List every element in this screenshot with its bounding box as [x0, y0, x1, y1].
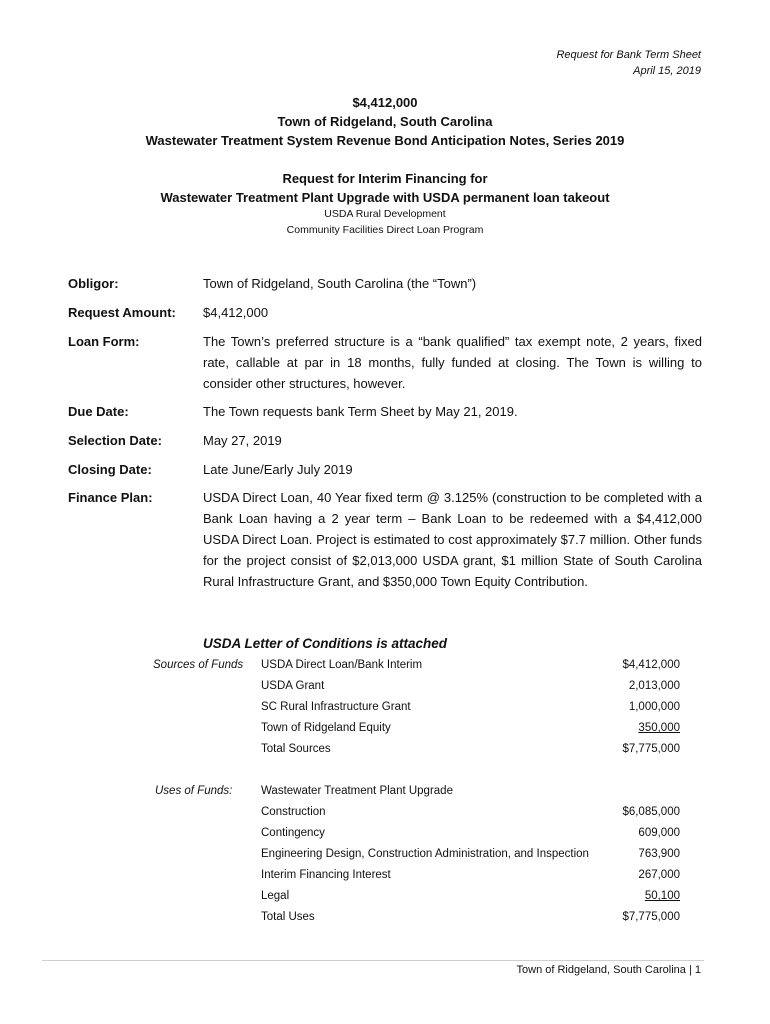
letter-of-conditions-title: USDA Letter of Conditions is attached [203, 636, 448, 651]
request-amount-value: $4,412,000 [203, 305, 269, 320]
obligor-label: Obligor: [68, 276, 119, 291]
use-total-amount: $7,775,000 [622, 911, 680, 923]
use-row-label: Contingency [261, 827, 325, 839]
use-row-amount: 609,000 [638, 827, 680, 839]
title-amount: $4,412,000 [352, 95, 418, 110]
closing-date-label: Closing Date: [68, 462, 152, 477]
source-total-label: Total Sources [261, 743, 331, 755]
footer-divider [42, 960, 704, 961]
source-row-amount: 2,013,000 [628, 680, 680, 692]
source-row-label: Town of Ridgeland Equity [261, 722, 391, 734]
source-row-amount: 350,000 [638, 722, 680, 734]
selection-date-value: May 27, 2019 [203, 433, 282, 448]
request-amount-label: Request Amount: [68, 305, 176, 320]
loan-form-label: Loan Form: [68, 334, 140, 349]
program-line-1: USDA Rural Development [324, 208, 446, 220]
selection-date-label: Selection Date: [68, 433, 162, 448]
request-line-1: Request for Interim Financing for [282, 171, 488, 186]
use-row-label: Construction [261, 806, 326, 818]
title-series: Wastewater Treatment System Revenue Bond Anticipation Notes, Series 2019 [145, 133, 625, 148]
footer-page-number: Town of Ridgeland, South Carolina | 1 [516, 964, 701, 976]
header-doc-type: Request for Bank Term Sheet [556, 49, 701, 61]
due-date-value: The Town requests bank Term Sheet by May 21, 2019. [203, 404, 518, 419]
use-row-amount: $6,085,000 [622, 806, 680, 818]
finance-plan-value: USDA Direct Loan, 40 Year fixed term @ 3.125% (construction to be completed with a Bank Loan having a 2 year term – Bank Loan to be redeemed with a $4,412,000 USDA Direct Loan. Project is estimated to cost approximately $7.7 million. Other funds for the project consist of $2,013,000 USDA grant, $1 million State of South Carolina Rural Infrastructure Grant, and $350,000 Town Equity Contribution. [203, 490, 702, 589]
use-row-label: Engineering Design, Construction Administration, and Inspection [261, 848, 589, 860]
use-row-amount: 267,000 [638, 869, 680, 881]
source-row-amount: 1,000,000 [628, 701, 680, 713]
program-line-2: Community Facilities Direct Loan Program [286, 224, 484, 236]
use-row-label: Interim Financing Interest [261, 869, 391, 881]
header-date: April 15, 2019 [633, 65, 701, 77]
title-town: Town of Ridgeland, South Carolina [277, 114, 493, 129]
uses-label: Uses of Funds: [155, 785, 233, 797]
source-row-label: USDA Direct Loan/Bank Interim [261, 659, 423, 671]
source-row-label: SC Rural Infrastructure Grant [261, 701, 411, 713]
loan-form-value: The Town’s preferred structure is a “bank qualified” tax exempt note, 2 years, fixed rate, callable at par in 18 months, fully funded at closing. The Town is willing to consider other structures, however. [203, 334, 702, 391]
source-row-label: USDA Grant [261, 680, 325, 692]
use-row-amount: 50,100 [644, 890, 680, 902]
use-row-label: Legal [261, 890, 290, 902]
uses-heading: Wastewater Treatment Plant Upgrade [261, 785, 453, 797]
request-line-2: Wastewater Treatment Plant Upgrade with USDA permanent loan takeout [160, 190, 610, 205]
closing-date-value: Late June/Early July 2019 [203, 462, 353, 477]
source-total-amount: $7,775,000 [622, 743, 680, 755]
use-total-label: Total Uses [261, 911, 315, 923]
due-date-label: Due Date: [68, 404, 129, 419]
sources-label: Sources of Funds [153, 659, 244, 671]
use-row-amount: 763,900 [638, 848, 680, 860]
obligor-value: Town of Ridgeland, South Carolina (the “Town”) [203, 276, 477, 291]
finance-plan-label: Finance Plan: [68, 490, 153, 505]
source-row-amount: $4,412,000 [622, 659, 680, 671]
